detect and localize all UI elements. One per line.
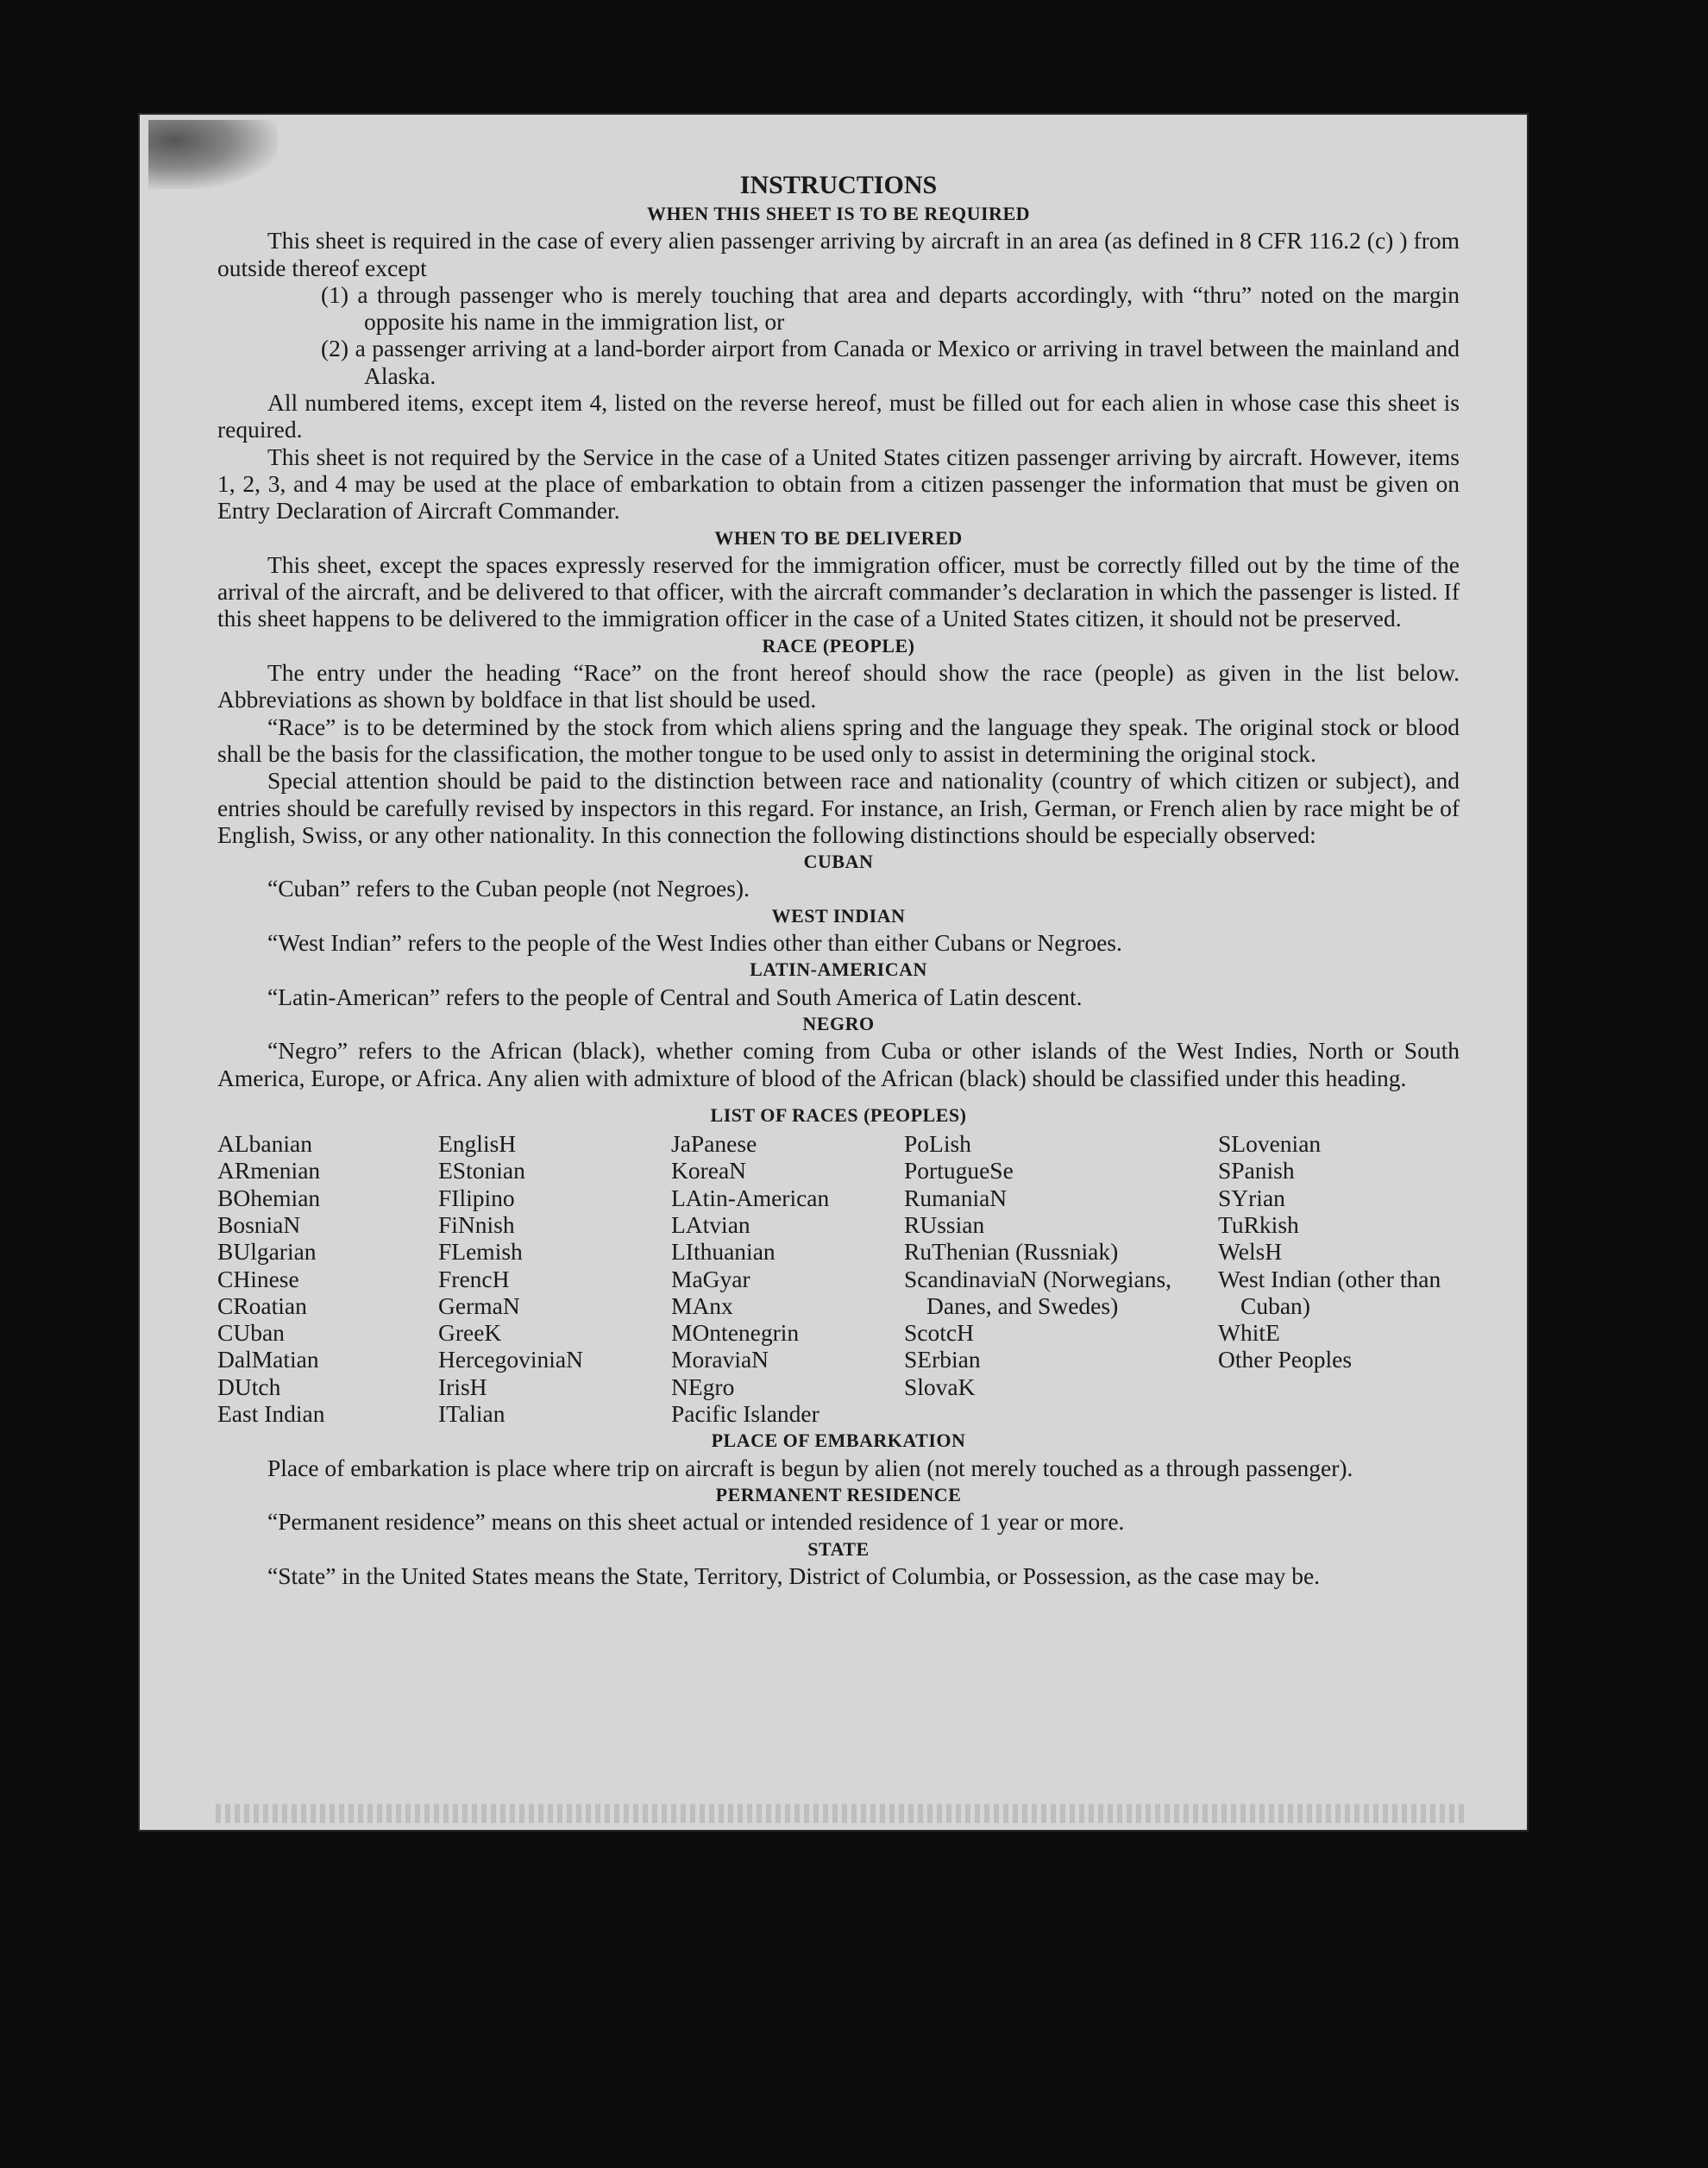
- paragraph-permanent-residence: “Permanent residence” means on this sheet actual or intended residence of 1 year or more.: [267, 1508, 1125, 1536]
- race-entry: MOntenegrin: [671, 1319, 800, 1347]
- race-entry: ScotcH: [904, 1319, 974, 1347]
- race-entry: PoLish: [904, 1130, 971, 1158]
- race-entry: West Indian (other than Cuban): [1218, 1265, 1441, 1319]
- race-entry: LIthuanian: [671, 1238, 776, 1266]
- faint-bleedthrough: [216, 1804, 1466, 1823]
- race-column-1: [217, 1130, 438, 1427]
- race-entry: GreeK: [438, 1319, 502, 1347]
- race-entry: SErbian: [904, 1346, 981, 1373]
- paragraph-numbered-items: All numbered items, except item 4, listed on the reverse hereof, must be filled out for each alien in whose case this sheet is required.: [217, 389, 1460, 443]
- race-entry: CRoatian: [217, 1291, 307, 1319]
- paragraph-negro: “Negro” refers to the African (black), whether coming from Cuba or other islands of the West Indies, North or South America, Europe, or Africa. Any alien with admixture of blood of the African (black) should be classified under this heading.: [217, 1037, 1460, 1091]
- heading-permanent-residence: PERMANENT RESIDENCE: [715, 1483, 962, 1505]
- race-entry: EnglisH: [438, 1130, 517, 1158]
- race-column-5: [1218, 1130, 1460, 1427]
- page-title: INSTRUCTIONS: [739, 171, 938, 199]
- race-entry: RUssian: [904, 1210, 985, 1238]
- paragraph-citizen: This sheet is not required by the Service in the case of a United States citizen passenger arriving by aircraft. However, items 1, 2, 3, and 4 may be used at the place of embarkation to obtain from a citizen passenger the information that must be given on Entry Declaration of Aircraft Commander.: [217, 443, 1460, 525]
- race-entry: RuThenian (Russniak): [904, 1238, 1119, 1266]
- heading-race: RACE (PEOPLE): [762, 634, 915, 657]
- heading-cuban: CUBAN: [803, 851, 874, 873]
- race-entry: SPanish: [1218, 1157, 1295, 1185]
- race-entry: EStonian: [438, 1157, 525, 1185]
- paragraph-cuban: “Cuban” refers to the Cuban people (not Negroes).: [267, 875, 750, 902]
- race-column-2: [438, 1130, 671, 1427]
- race-entry: FiNnish: [438, 1210, 515, 1238]
- paragraph-embarkation: Place of embarkation is place where trip on aircraft is begun by alien (not merely touched as a through passenger).: [267, 1454, 1353, 1481]
- paragraph-west-indian: “West Indian” refers to the people of the West Indies other than either Cubans or Negroes.: [267, 929, 1122, 957]
- race-entry: WelsH: [1218, 1238, 1283, 1266]
- race-entry: SYrian: [1218, 1184, 1285, 1211]
- race-entry: ARmenian: [217, 1157, 321, 1185]
- heading-state: STATE: [807, 1537, 870, 1560]
- race-entry: East Indian: [217, 1400, 325, 1428]
- heading-embarkation: PLACE OF EMBARKATION: [711, 1430, 966, 1452]
- paragraph-race-nationality: Special attention should be paid to the distinction between race and nationality (country of which citizen or subject), and entries should be carefully revised by inspectors in this regard. For instance, an Irish, German, or French alien by race might be of English, Swiss, or any other nationality. In this connection the following distinctions should be especially observed:: [217, 767, 1460, 848]
- race-entry: WhitE: [1218, 1319, 1280, 1347]
- race-entry: JaPanese: [671, 1130, 757, 1158]
- paragraph-required: This sheet is required in the case of every alien passenger arriving by aircraft in an area (as defined in 8 CFR 116.2 (c) ) from outside thereof except: [217, 227, 1460, 281]
- form-sheet: [138, 113, 1529, 1832]
- heading-west-indian: WEST INDIAN: [771, 904, 906, 927]
- race-entry: MaGyar: [671, 1265, 750, 1292]
- race-entry: TuRkish: [1218, 1210, 1299, 1238]
- exception-item-1: (1) a through passenger who is merely touching that area and departs accordingly, with “thru” noted on the margin opposite his name in the immigration list, or: [321, 280, 1460, 336]
- race-list: [217, 1130, 1460, 1427]
- race-entry: GermaN: [438, 1291, 520, 1319]
- race-entry: PortugueSe: [904, 1157, 1014, 1185]
- heading-when-required: WHEN THIS SHEET IS TO BE REQUIRED: [646, 203, 1031, 224]
- race-entry: SlovaK: [904, 1373, 976, 1400]
- exception-item-2: (2) a passenger arriving at a land-border airport from Canada or Mexico or arriving in travel between the mainland and Alaska.: [321, 335, 1460, 389]
- race-entry: HercegoviniaN: [438, 1346, 583, 1373]
- race-entry: BOhemian: [217, 1184, 321, 1211]
- race-entry: NEgro: [671, 1373, 735, 1400]
- heading-when-delivered: WHEN TO BE DELIVERED: [714, 526, 963, 549]
- race-entry: LAtin-American: [671, 1184, 830, 1211]
- race-entry: Pacific Islander: [671, 1400, 819, 1428]
- race-entry: FIlipino: [438, 1184, 515, 1211]
- heading-latin-american: LATIN-AMERICAN: [750, 958, 927, 981]
- heading-negro: NEGRO: [802, 1012, 875, 1034]
- instructions-content: [217, 171, 1460, 1589]
- race-column-3: [671, 1130, 904, 1427]
- race-entry: FrencH: [438, 1265, 510, 1292]
- race-entry: KoreaN: [671, 1157, 747, 1185]
- race-entry: FLemish: [438, 1238, 523, 1266]
- race-entry: MoraviaN: [671, 1346, 769, 1373]
- paragraph-delivered: This sheet, except the spaces expressly reserved for the immigration officer, must be correctly filled out by the time of the arrival of the aircraft, and be delivered to that officer, with the aircraft commander’s declaration in which the passenger is listed. If this sheet happens to be delivered to the immigration officer in the case of a United States citizen, it should not be preserved.: [217, 550, 1460, 632]
- race-entry: SLovenian: [1218, 1130, 1322, 1158]
- paragraph-race-stock: “Race” is to be determined by the stock from which aliens spring and the language they speak. The original stock or blood shall be the basis for the classification, the mother tongue to be used only to assist in determining the original stock.: [217, 713, 1460, 767]
- race-entry: Other Peoples: [1218, 1346, 1353, 1373]
- race-entry: IrisH: [438, 1373, 487, 1400]
- race-entry: ITalian: [438, 1400, 505, 1428]
- paragraph-latin-american: “Latin-American” refers to the people of Central and South America of Latin descent.: [267, 983, 1083, 1010]
- race-entry: MAnx: [671, 1291, 733, 1319]
- race-entry: CHinese: [217, 1265, 299, 1292]
- race-entry: RumaniaN: [904, 1184, 1008, 1211]
- race-entry: BosniaN: [217, 1210, 301, 1238]
- heading-list-of-races: LIST OF RACES (PEOPLES): [710, 1103, 967, 1126]
- race-entry: BUlgarian: [217, 1238, 317, 1266]
- race-entry: DUtch: [217, 1373, 281, 1400]
- paragraph-state: “State” in the United States means the State, Territory, District of Columbia, or Possession, as the case may be.: [267, 1562, 1321, 1589]
- paragraph-race-entry: The entry under the heading “Race” on the front hereof should show the race (people) as given in the list below. Abbreviations as shown by boldface in that list should be used.: [217, 659, 1460, 713]
- race-entry: LAtvian: [671, 1210, 750, 1238]
- race-entry: ALbanian: [217, 1130, 312, 1158]
- race-entry: CUban: [217, 1319, 285, 1347]
- race-column-4: [904, 1130, 1218, 1427]
- race-entry: ScandinaviaN (Norwegians, Danes, and Swedes): [904, 1265, 1172, 1319]
- race-entry: DalMatian: [217, 1346, 319, 1373]
